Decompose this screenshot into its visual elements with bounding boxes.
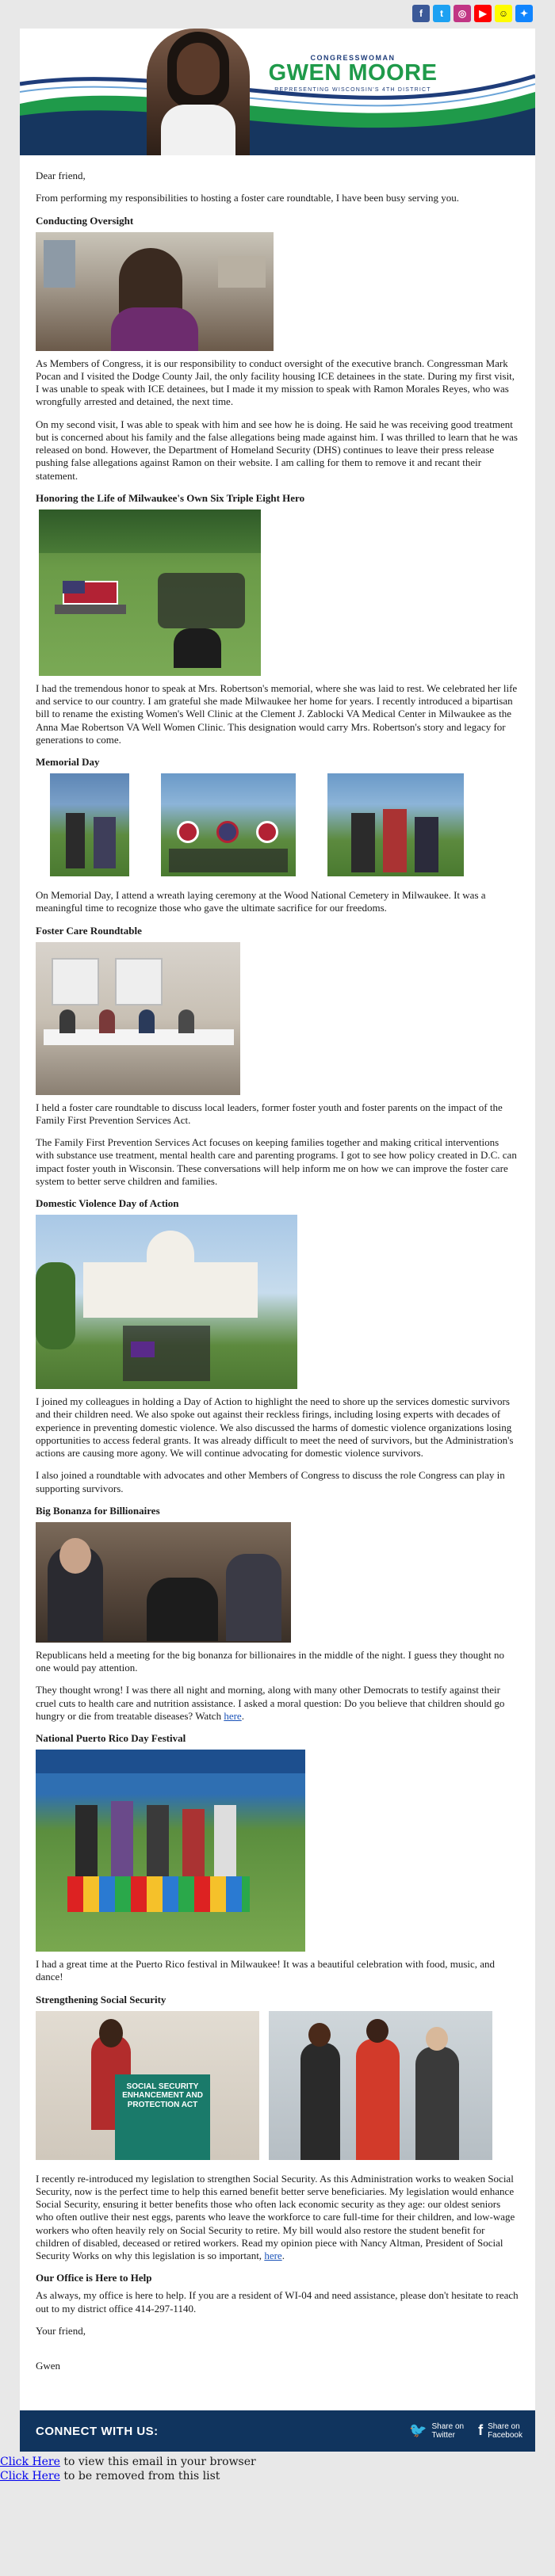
memorial-service-photo xyxy=(39,509,261,676)
memorial-photo-row xyxy=(36,773,519,883)
youtube-icon[interactable]: ▶ xyxy=(474,5,492,22)
view-in-browser-line xyxy=(0,2455,555,2469)
section-title-memorial: Memorial Day xyxy=(36,756,100,768)
foster-p2: The Family First Prevention Services Act focuses on keeping families together and making critical interventions with substance use treatment, mental health care and parenting programs. I got to see how policy created in D.C. can impact foster youth in Wisconsin. These conversations will help inform me on how we can improve the foster care system to better serve children and families. xyxy=(36,1136,517,1187)
ss-opinion-link[interactable]: here xyxy=(264,2250,282,2261)
section-title-ss: Strengthening Social Security xyxy=(36,1993,166,2005)
section-title-office: Our Office is Here to Help xyxy=(36,2272,152,2284)
share-facebook-label xyxy=(488,2422,522,2440)
podium-sign-text: SOCIAL SECURITY ENHANCEMENT AND PROTECTION ACT xyxy=(122,2082,203,2109)
opening-paragraph: From performing my responsibilities to hosting a foster care roundtable, I have been busy serving you. xyxy=(36,192,459,204)
view-in-browser-link[interactable]: Click Here xyxy=(0,2456,60,2469)
office-p1: As always, my office is here to help. If you are a resident of WI-04 and need assistance, please don't hesitate to reach out to my district office 414-297-1140. xyxy=(36,2289,519,2315)
foster-roundtable-photo xyxy=(36,942,240,1095)
pr-p1: I had a great time at the Puerto Rico festival in Milwaukee! It was a beautiful celebration with food, music, and dance! xyxy=(36,1958,496,1983)
logo-top: CONGRESSWOMAN xyxy=(310,54,396,62)
oversight-photo xyxy=(36,232,274,351)
logo xyxy=(266,54,440,93)
share-buttons xyxy=(409,2422,522,2440)
share-facebook-l1: Share on xyxy=(488,2422,520,2432)
memorial-photo-2 xyxy=(161,773,296,876)
bottom-links xyxy=(0,2452,555,2483)
dv-p2: I also joined a roundtable with advocates and other Members of Congress to discuss the role Congress can play in supporting survivors. xyxy=(36,1469,505,1494)
signoff: Your friend, xyxy=(36,2324,86,2337)
facebook-icon: f xyxy=(478,2422,484,2439)
logo-name: GWEN MOORE xyxy=(268,60,438,86)
honoring-p1: I had the tremendous honor to speak at Mrs. Robertson's memorial, where she was laid to rest. We celebrated her life and service to our country. I am grateful she made Milwaukee her home for years. I recently introduced a bipartisan bill to rename the existing Women's Well Clinic at the Clement J. Zablocki VA Medical Center in Milwaukee as the Anna Mae Robertson VA Well Women Clinic. This designation would carry Mrs. Robertson's story and legacy for generations to come. xyxy=(36,681,518,746)
bonanza-watch-link[interactable]: here xyxy=(224,1709,242,1722)
section-title-foster: Foster Care Roundtable xyxy=(36,924,142,937)
footer-connect-bar xyxy=(20,2410,535,2452)
podium-speech-photo xyxy=(36,2011,259,2160)
share-twitter-l1: Share on xyxy=(431,2422,465,2432)
unsubscribe-text: to be removed from this list xyxy=(59,2470,220,2483)
dv-p1: I joined my colleagues in holding a Day of Action to highlight the need to shore up the services domestic survivors and their children need. We also spoke out against their reckless firings, including losing experts with decades of experience in preventing domestic violence. We also discussed the harms of domestic violence organizations losing opportunities to access federal grants. It was already difficult to meet the need of survivors, but the Administration's actions are causing more agony. We will continue advocating for domestic violence survivors. xyxy=(36,1395,514,1459)
share-twitter-l2: Twitter xyxy=(431,2431,455,2441)
memorial-p1: On Memorial Day, I attend a wreath laying ceremony at the Wood National Cemetery in Milwaukee. It was a meaningful time to recognize those who gave the ultimate sacrifice for our freedoms. xyxy=(36,889,486,914)
signature: Gwen xyxy=(36,2360,61,2372)
section-title-honoring: Honoring the Life of Milwaukee's Own Six Triple Eight Hero xyxy=(36,491,305,504)
memorial-photo-1 xyxy=(50,773,129,876)
email-container xyxy=(20,29,535,2410)
social-bar xyxy=(0,0,555,29)
greeting: Dear friend, xyxy=(36,170,86,181)
share-facebook-button[interactable] xyxy=(478,2422,522,2440)
twitter-icon[interactable]: t xyxy=(433,5,450,22)
section-title-bonanza: Big Bonanza for Billionaires xyxy=(36,1504,160,1517)
header-banner xyxy=(20,29,535,155)
puerto-rico-festival-photo xyxy=(36,1750,305,1952)
bluesky-icon[interactable]: ✦ xyxy=(515,5,533,22)
section-title-pr: National Puerto Rico Day Festival xyxy=(36,1732,186,1744)
facebook-icon[interactable]: f xyxy=(412,5,430,22)
foster-p1: I held a foster care roundtable to discuss local leaders, former foster youth and foster parents on the impact of the Family First Prevention Services Act. xyxy=(36,1101,503,1126)
logo-sub: REPRESENTING WISCONSIN'S 4TH DISTRICT xyxy=(274,87,431,93)
bonanza-p2-text: They thought wrong! I was there all night and morning, along with many other Democrats to testify against their cruel cuts to health care and nutrition assistance. I asked a moral question: Do you believe that children should go hungry or die from treatable diseases? Watch xyxy=(36,1684,505,1722)
social-security-photo-row xyxy=(36,2011,519,2166)
unsubscribe-line xyxy=(0,2469,555,2483)
connect-label: CONNECT WITH US: xyxy=(36,2424,159,2438)
view-in-browser-text: to view this email in your browser xyxy=(59,2456,256,2469)
section-title-oversight: Conducting Oversight xyxy=(36,214,134,227)
twitter-icon: 🐦 xyxy=(409,2422,427,2439)
ss-p1-text: I recently re-introduced my legislation to strengthen Social Security. As this Administration works to weaken Social Security, now is the perfect time to help this earned benefit better serve beneficiaries. My legislation would enhance Social Security, ensuring it better benefits those who often lack economic security as they age: our oldest seniors who often outlive their nest eggs, parents who leave the workforce to care full-time for their children, and low-wage workers who often heavily rely on Social Security to retire. My bill would also restore the student benefit for children of disabled, deceased or retired workers. Read my opinion piece with Nancy Altman, President of Social Security Works on why this legislation is so important, xyxy=(36,2172,515,2261)
unsubscribe-link[interactable]: Click Here xyxy=(0,2470,60,2483)
bonanza-p2 xyxy=(36,1684,519,1723)
bonanza-p2-end: . xyxy=(241,1709,244,1722)
ss-p1-end: . xyxy=(281,2250,285,2261)
bonanza-p1: Republicans held a meeting for the big bonanza for billionaires in the middle of the night. I guess they thought no one would pay attention. xyxy=(36,1648,505,1673)
share-twitter-button[interactable] xyxy=(409,2422,464,2440)
memorial-photo-3 xyxy=(327,773,464,876)
oversight-p1: As Members of Congress, it is our responsibility to conduct oversight of the executive branch. Congressman Mark Pocan and I visited the Dodge County Jail, the only facility housing ICE detainees in the state. During my first visit, I was unable to speak with ICE detainees, but I made it my mission to speak with Ramon Morales Reyes, who was wrongfully arrested and detained, the next time. xyxy=(36,357,515,408)
congresswoman-portrait xyxy=(147,29,250,155)
hearing-room-photo xyxy=(36,1522,291,1643)
oversight-p2: On my second visit, I was able to speak with him and see how he is doing. He said he was receiving good treatment but is concerned about his family and the false allegations being made against him. I was thrilled to learn that he was released on bond. However, the Department of Homeland Security (DHS) continues to leave their press release pushing false allegations against Ramon on their website. I am calling for them to remove it and recant their statement. xyxy=(36,418,518,482)
instagram-icon[interactable]: ◎ xyxy=(454,5,471,22)
snapchat-icon[interactable]: ☺ xyxy=(495,5,512,22)
group-photo xyxy=(269,2011,492,2160)
share-facebook-l2: Facebook xyxy=(488,2431,522,2441)
newsletter-body xyxy=(20,155,535,2410)
share-twitter-label xyxy=(431,2422,464,2440)
ss-p1 xyxy=(36,2173,519,2263)
section-title-dv: Domestic Violence Day of Action xyxy=(36,1197,179,1209)
capitol-day-of-action-photo xyxy=(36,1215,297,1389)
